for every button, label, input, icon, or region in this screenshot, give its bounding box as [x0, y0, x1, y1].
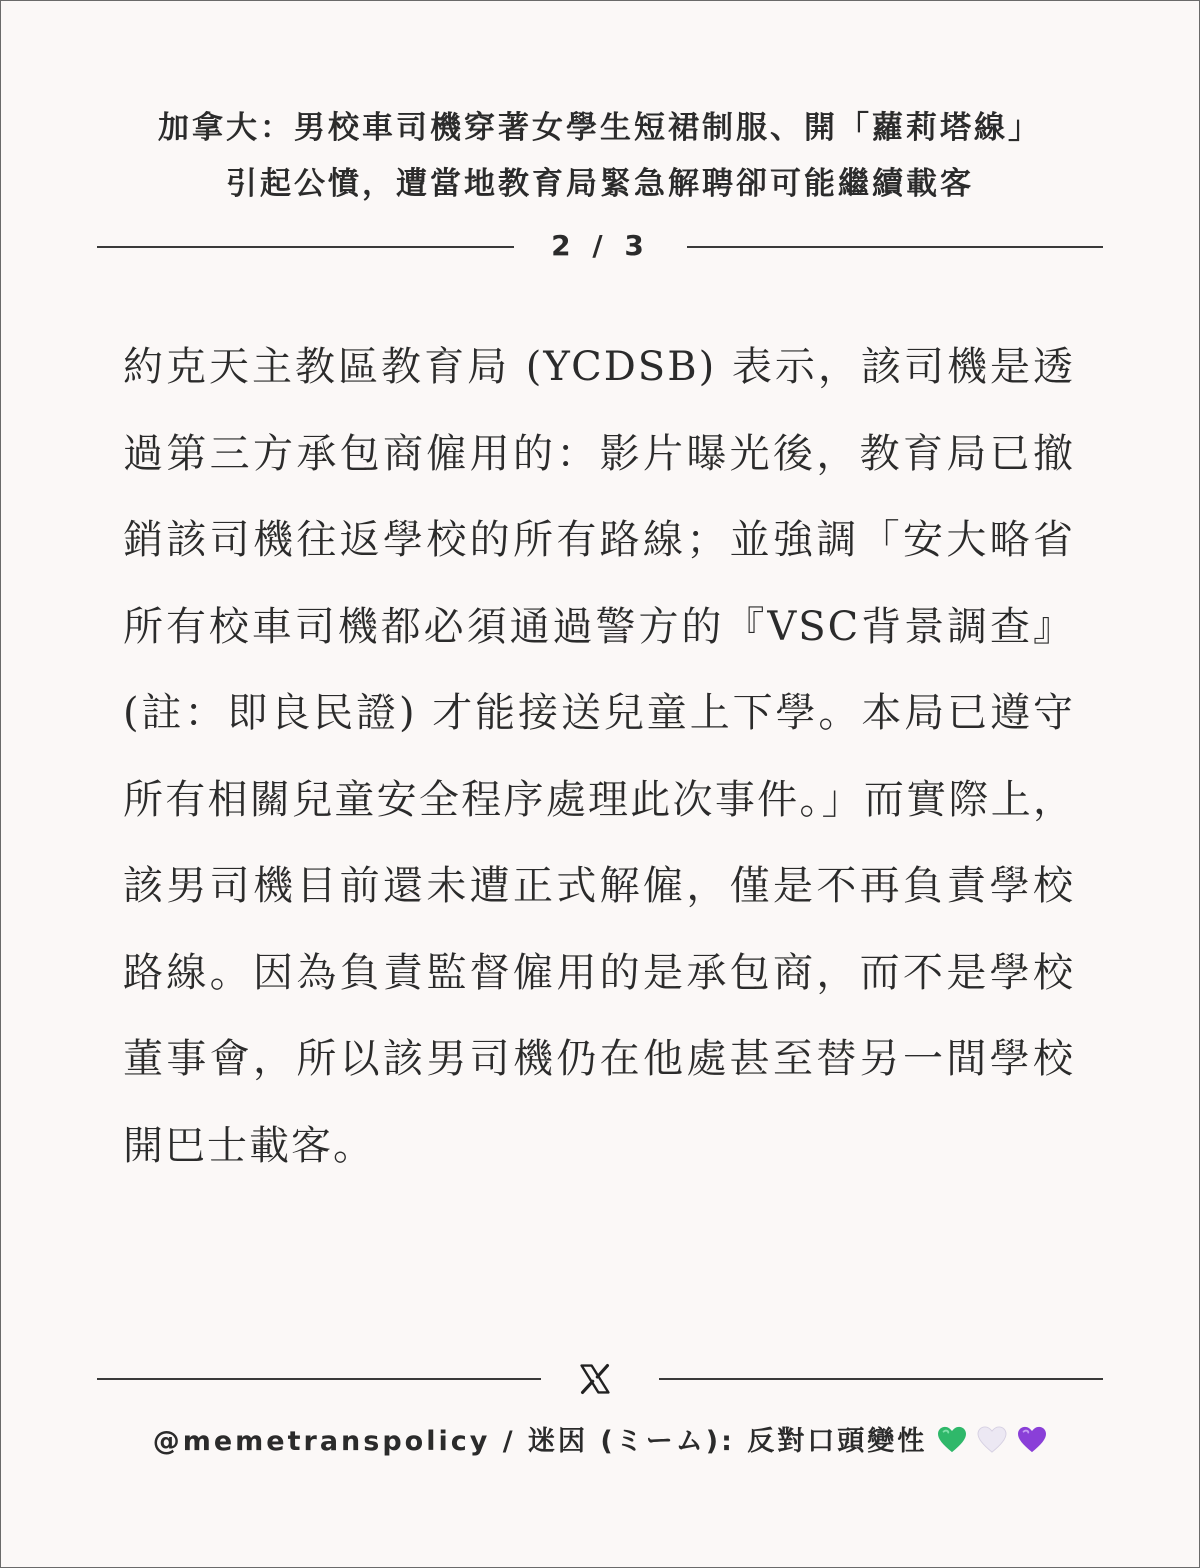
- x-logo-icon: [578, 1362, 612, 1396]
- footer-divider-row: [97, 1356, 1103, 1400]
- green-heart-icon: [937, 1426, 967, 1454]
- post-header: [0, 100, 1200, 212]
- footer-divider-left: [97, 1378, 541, 1380]
- account-handle-text: @memetranspolicy / 迷因 (ミーム): 反對口頭變性: [152, 1426, 928, 1457]
- divider-right: [687, 246, 1103, 248]
- title-line-1: 加拿大：男校車司機穿著女學生短裙制服、開「蘿莉塔線」: [158, 110, 1042, 146]
- body-paragraph: 約克天主教區教育局 (YCDSB) 表示，該司機是透過第三方承包商僱用的：影片曝光後，教育局已撤銷該司機往返學校的所有路線；並強調「安大略省所有校車司機都必須通過警方的『VSC背景調查』 (註：即良民證) 才能接送兒童上下學。本局已遵守所有相關兒童安全程序處理此次事件。」而實際上，該男司機目前還未遭正式解僱，僅是不再負責學校路線。因為負責監督僱用的是承包商，而不是學校董事會，所以該男司機仍在他處甚至替另一間學校開巴士載客。: [123, 344, 1075, 1169]
- page-indicator: 2 / 3: [551, 229, 650, 262]
- purple-heart-icon: [1017, 1426, 1047, 1454]
- title-line-2: 引起公憤，遭當地教育局緊急解聘卻可能繼續載客: [226, 166, 974, 202]
- page-indicator-row: [97, 224, 1103, 268]
- footer-divider-right: [659, 1378, 1103, 1380]
- white-heart-icon: [977, 1426, 1007, 1454]
- account-handle-line: [0, 1420, 1200, 1464]
- divider-left: [97, 246, 514, 248]
